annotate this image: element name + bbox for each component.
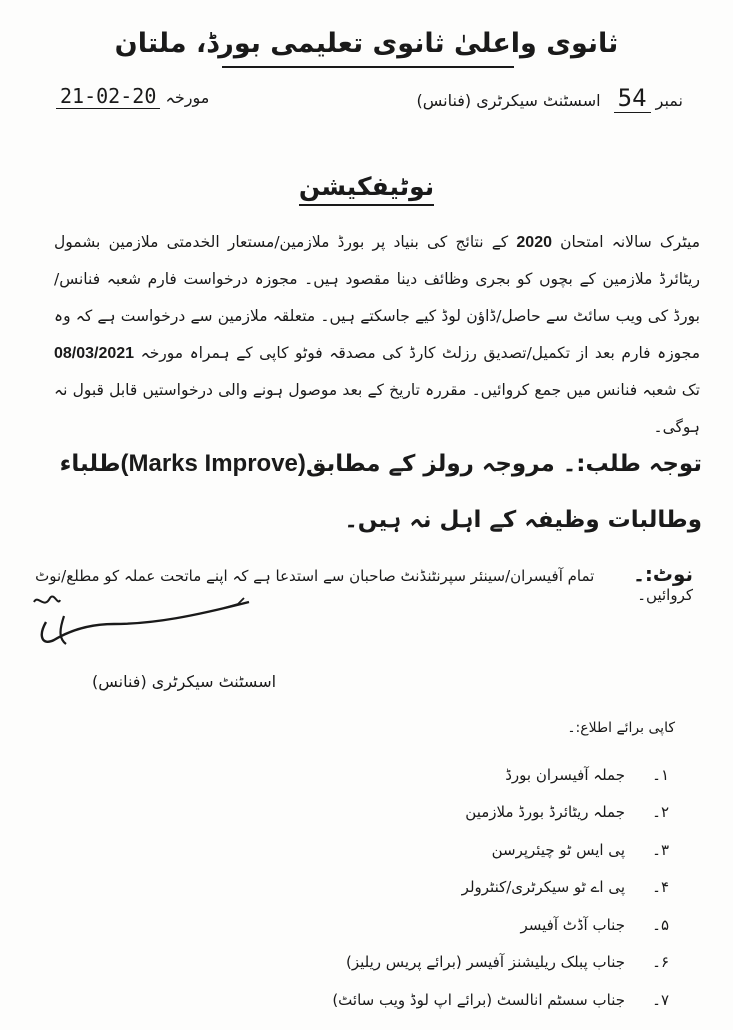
item-text: جملہ آفیسران بورڈ [505, 765, 625, 784]
board-title: ثانوی واعلیٰ ثانوی تعلیمی بورڈ، ملتان [114, 28, 619, 59]
number-value: 54 [614, 84, 651, 113]
copy-to-item [149, 794, 669, 832]
copy-to-item [149, 906, 669, 944]
item-number: ۷۔ [652, 990, 669, 1009]
item-number: ۱۔ [652, 765, 669, 784]
note-label: نوٹ:۔ [633, 562, 693, 586]
heading-text: نوٹیفکیشن [299, 172, 434, 206]
note-text: تمام آفیسران/سینئر سپرنٹنڈنٹ صاحبان سے استدعا ہے کہ اپنے ماتحت عملہ کو مطلع/نوٹ کروائیں۔ [35, 567, 693, 604]
item-text: جناب سسٹم انالسٹ (برائے اپ لوڈ ویب سائٹ) [332, 990, 625, 1009]
attention-text-before: مروجہ رولز کے مطابق [305, 451, 563, 477]
title-underline [222, 66, 514, 68]
section-name: اسسٹنٹ سیکرٹری (فنانس) [416, 91, 601, 110]
copy-to-list [149, 756, 669, 1019]
item-text: جناب پبلک ریلیشنز آفیسر (برائے پریس ریلیز) [345, 953, 625, 972]
attention-label: توجہ طلب:۔ [562, 451, 702, 477]
copy-to-item [149, 756, 669, 794]
item-number: ۲۔ [652, 803, 669, 822]
copy-to-item [149, 831, 669, 869]
item-number: ۳۔ [652, 840, 669, 859]
item-number: ۶۔ [652, 953, 669, 972]
handwritten-signature [24, 580, 264, 670]
item-number: ۴۔ [652, 878, 669, 897]
reference-number [416, 84, 683, 112]
item-text: جناب آڈٹ آفیسر [520, 915, 625, 934]
copy-to-heading: کاپی برائے اطلاع:۔ [567, 720, 675, 736]
number-label: نمبر [655, 91, 683, 110]
date-line [56, 84, 209, 108]
exam-year: 2020 [516, 234, 552, 251]
item-text: پی اے ٹو سیکرٹری/کنٹرولر [461, 878, 625, 897]
copy-to-item [149, 981, 669, 1019]
attention-block [48, 436, 702, 548]
date-value: 20-02-21 [56, 84, 160, 109]
attention-text-after: طلباء وطالبات وظیفہ کے اہل نہ ہیں۔ [59, 451, 702, 533]
deadline-date: 08/03/2021 [54, 345, 135, 362]
date-label: مورخہ [165, 88, 210, 107]
body-part-1: میٹرک سالانہ امتحان [551, 233, 700, 251]
item-number: ۵۔ [652, 915, 669, 934]
item-text: پی ایس ٹو چیئرپرسن [491, 840, 625, 859]
notification-heading [0, 172, 733, 201]
body-part-3: تک شعبہ فنانس میں جمع کروائیں۔ مقررہ تاریخ کے بعد موصول ہونے والی درخواستیں قابل قبول نہ ہوگی۔ [54, 381, 700, 436]
marks-improve-text: (Marks Improve) [120, 450, 306, 477]
copy-to-item [149, 869, 669, 907]
signatory-designation: اسسٹنٹ سیکرٹری (فنانس) [92, 672, 277, 691]
item-text: جملہ ریٹائرڈ بورڈ ملازمین [465, 803, 625, 822]
notification-body [54, 224, 700, 446]
copy-to-item [149, 944, 669, 982]
body-part-2: کے نتائج کی بنیاد پر بورڈ ملازمین/مستعار الخدمتی ملازمین بشمول ریٹائرڈ ملازمین کے بچوں کو بجری وظائف دینا مقصود ہیں۔ مجوزہ درخواست فارم شعبہ فنانس/بورڈ کی ویب سائٹ سے حاصل/ڈاؤن لوڈ کیے جاسکتے ہیں۔ متعلقہ ملازمین سے درخواست ہے کہ وہ مجوزہ فارم بعد از تکمیل/تصدیق رزلٹ کارڈ کی مصدقہ فوٹو کاپی کے ہمراہ مورخہ [54, 233, 700, 362]
